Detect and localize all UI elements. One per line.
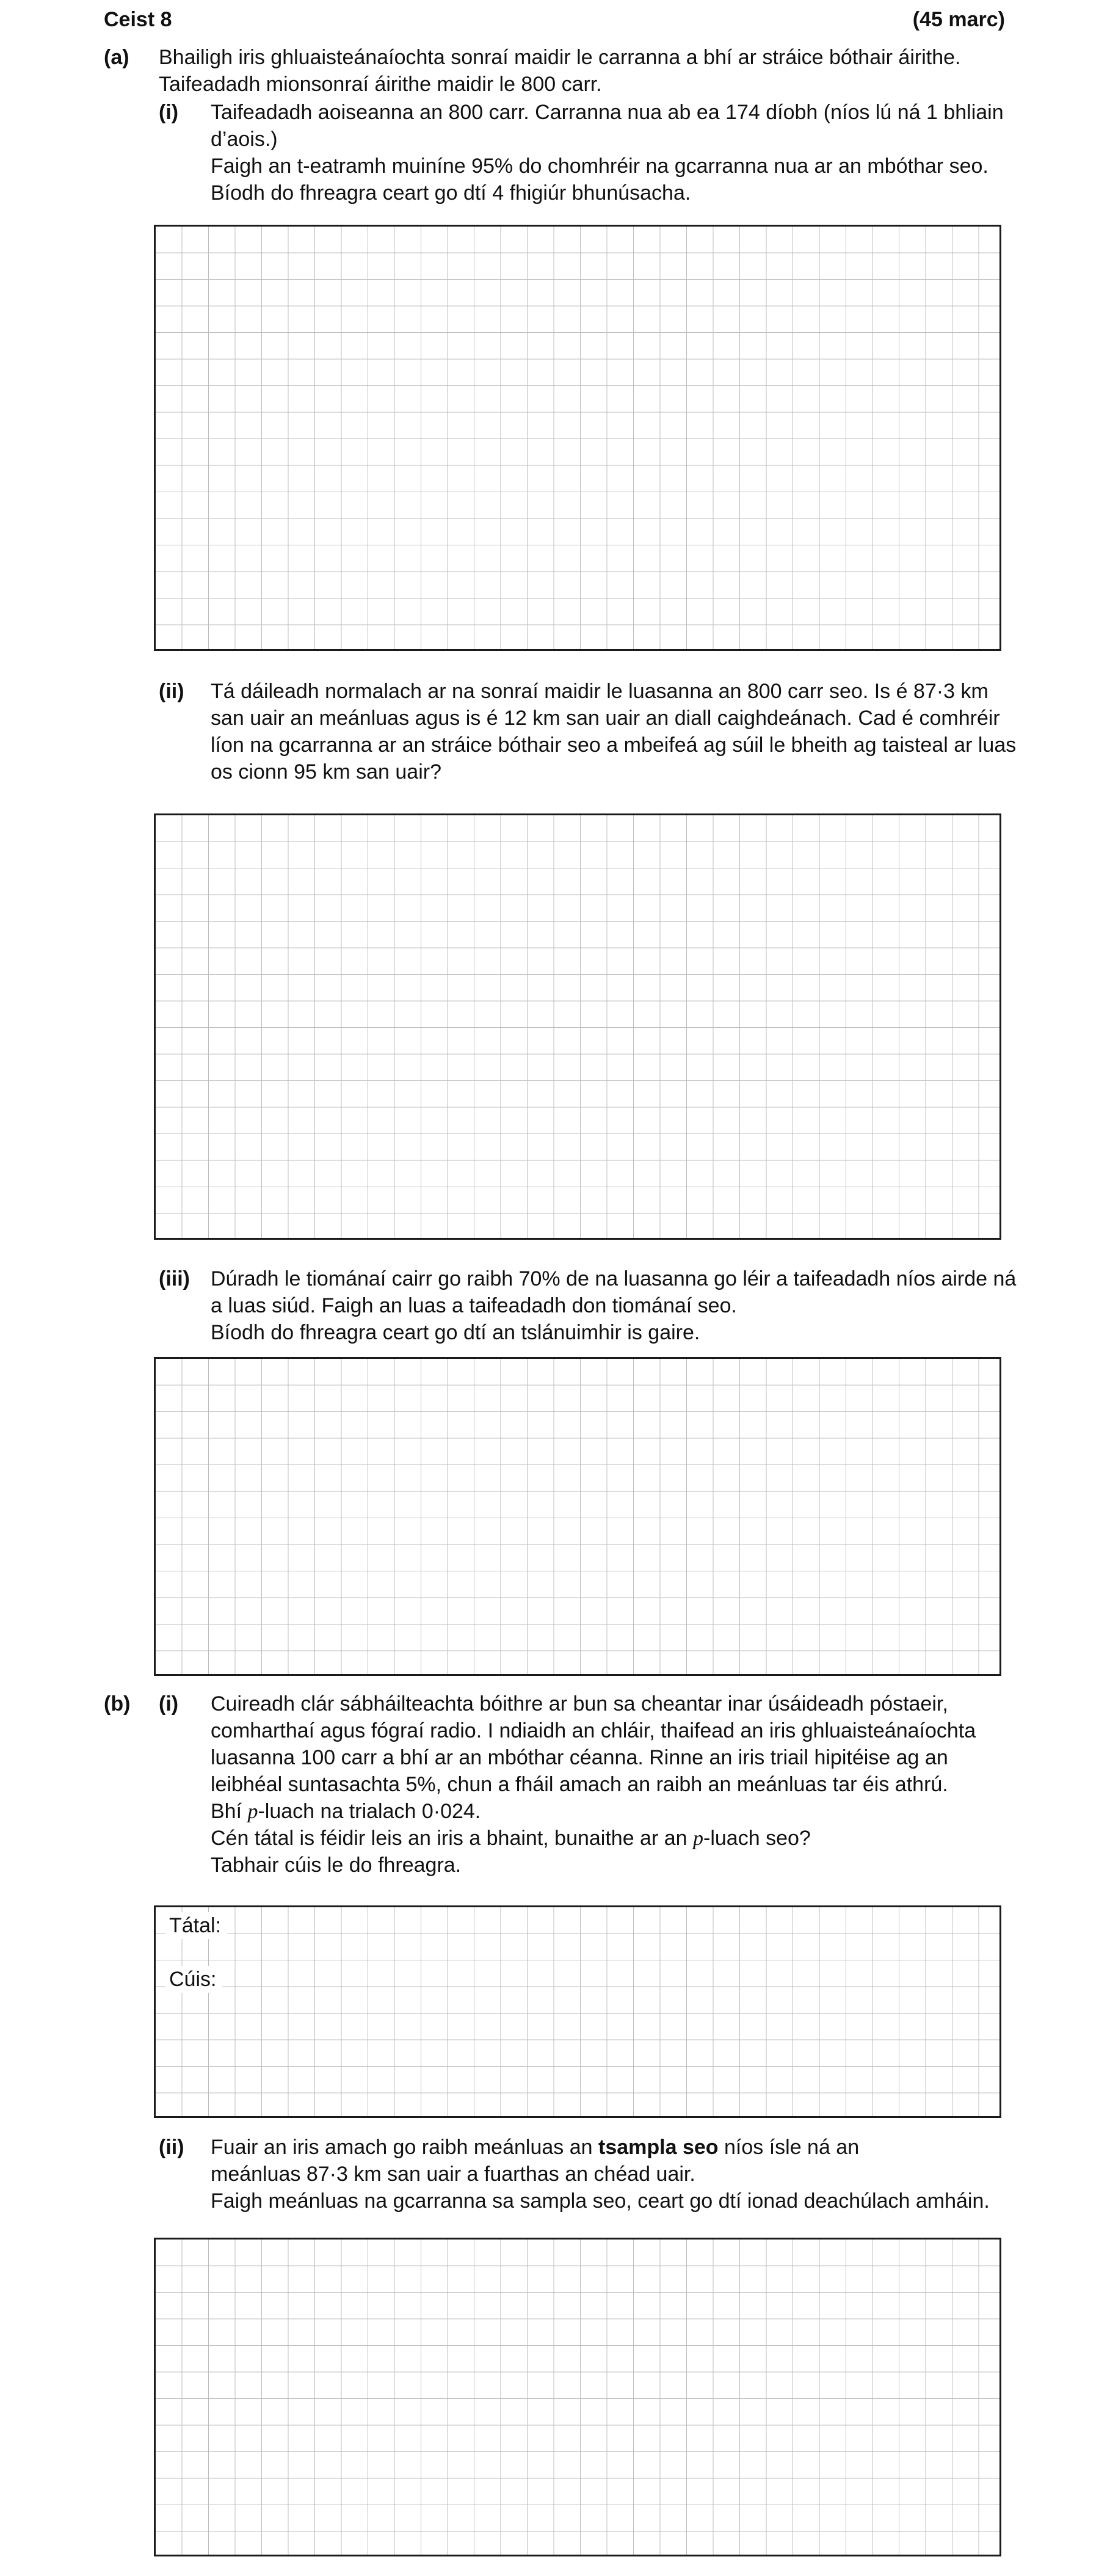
part-b-i-label: (i)	[159, 1692, 179, 1716]
part-b-i-line-5	[211, 1798, 481, 1825]
answer-box-a-i[interactable]	[154, 225, 1001, 651]
part-a-intro-line-1: Bhailigh iris ghluaisteánaíochta sonraí maidir le carranna a bhí ar stráice bóthair áirithe.	[159, 46, 961, 69]
part-b-i-line-1: Cuireadh clár sábháilteachta bóithre ar bun sa cheantar inar úsáideadh póstaeir,	[211, 1692, 948, 1716]
part-b-ii-line-2: meánluas 87·3 km san uair a fuarthas an chéad uair.	[211, 2163, 695, 2186]
p-symbol: p	[247, 1800, 258, 1823]
conclusion-question-post: -luach seo?	[703, 1827, 811, 1850]
part-b-ii-label: (ii)	[159, 2136, 184, 2159]
answer-box-a-ii[interactable]	[154, 813, 1001, 1240]
part-b-label: (b)	[104, 1692, 131, 1716]
part-a-i-line-4: Bíodh do fhreagra ceart go dtí 4 fhigiúr bhunúsacha.	[211, 181, 691, 205]
part-a-i-label: (i)	[159, 101, 179, 124]
part-a-i-line-3: Faigh an t-eatramh muiníne 95% do chomhréir na gcarranna nua ar an mbóthar seo.	[211, 155, 988, 178]
part-a-intro-line-2: Taifeadadh mionsonraí áirithe maidir le 800 carr.	[159, 73, 602, 96]
part-a-ii-label: (ii)	[159, 680, 184, 703]
part-a-i-line-1: Taifeadadh aoiseanna an 800 carr. Carranna nua ab ea 174 díobh (níos lú ná 1 bhliain	[211, 101, 1004, 124]
part-a-iii-label: (iii)	[159, 1267, 190, 1290]
p-symbol-2: p	[693, 1827, 704, 1850]
sample-mean-text-pre: Fuair an iris amach go raibh meánluas an	[211, 2136, 598, 2159]
part-a-ii-line-2: san uair an meánluas agus is é 12 km san uair an diall caighdeánach. Cad é comhréir	[211, 707, 1000, 730]
part-a-ii-line-3: líon na gcarranna ar an stráice bóthair seo a mbeifeá ag súil le bheith ag taisteal ar luas	[211, 733, 1017, 757]
part-a-label: (a)	[104, 46, 129, 69]
answer-box-a-iii[interactable]	[154, 1357, 1001, 1676]
part-a-iii-line-2: a luas siúd. Faigh an luas a taifeadadh don tiománaí seo.	[211, 1294, 737, 1317]
answer-box-b-i[interactable]	[154, 1905, 1001, 2118]
part-b-i-line-4: leibhéal suntasachta 5%, chun a fháil amach an raibh an meánluas tar éis athrú.	[211, 1773, 948, 1796]
question-title: Ceist 8	[104, 8, 172, 31]
reason-label: Cúis:	[165, 1966, 222, 1993]
part-a-i-line-2: d’aois.)	[211, 128, 278, 151]
part-b-i-line-7: Tabhair cúis le do fhreagra.	[211, 1854, 462, 1877]
p-value-text-pre: Bhí	[211, 1800, 248, 1823]
part-b-i-line-3: luasanna 100 carr a bhí ar an mbóthar céanna. Rinne an iris triail hipitéise ag an	[211, 1746, 948, 1769]
part-a-ii-line-1: Tá dáileadh normalach ar na sonraí maidir le luasanna an 800 carr seo. Is é 87·3 km	[211, 680, 988, 703]
answer-box-b-ii[interactable]	[154, 2238, 1001, 2556]
conclusion-question-pre: Cén tátal is féidir leis an iris a bhaint, bunaithe ar an	[211, 1827, 694, 1850]
part-a-iii-line-3: Bíodh do fhreagra ceart go dtí an tslánuimhir is gaire.	[211, 1321, 700, 1344]
p-value-text-post: -luach na trialach 0·024.	[258, 1800, 481, 1823]
part-a-iii-line-1: Dúradh le tiománaí cairr go raibh 70% de na luasanna go léir a taifeadadh níos airde ná	[211, 1267, 1017, 1290]
sample-emphasis: tsampla seo	[598, 2136, 719, 2159]
conclusion-label: Tátal:	[165, 1912, 227, 1939]
part-a-ii-line-4: os cionn 95 km san uair?	[211, 760, 441, 784]
part-b-ii-line-3: Faigh meánluas na gcarranna sa sampla seo, ceart go dtí ionad deachúlach amháin.	[211, 2189, 990, 2213]
sample-mean-text-post: níos ísle ná an	[718, 2136, 860, 2159]
marks-label: (45 marc)	[912, 8, 1005, 31]
part-b-i-line-2: comharthaí agus fógraí radio. I ndiaidh an chláir, thaifead an iris ghluaisteánaíochta	[211, 1719, 976, 1742]
part-b-i-line-6	[211, 1825, 811, 1852]
part-b-ii-line-1	[211, 2134, 859, 2161]
